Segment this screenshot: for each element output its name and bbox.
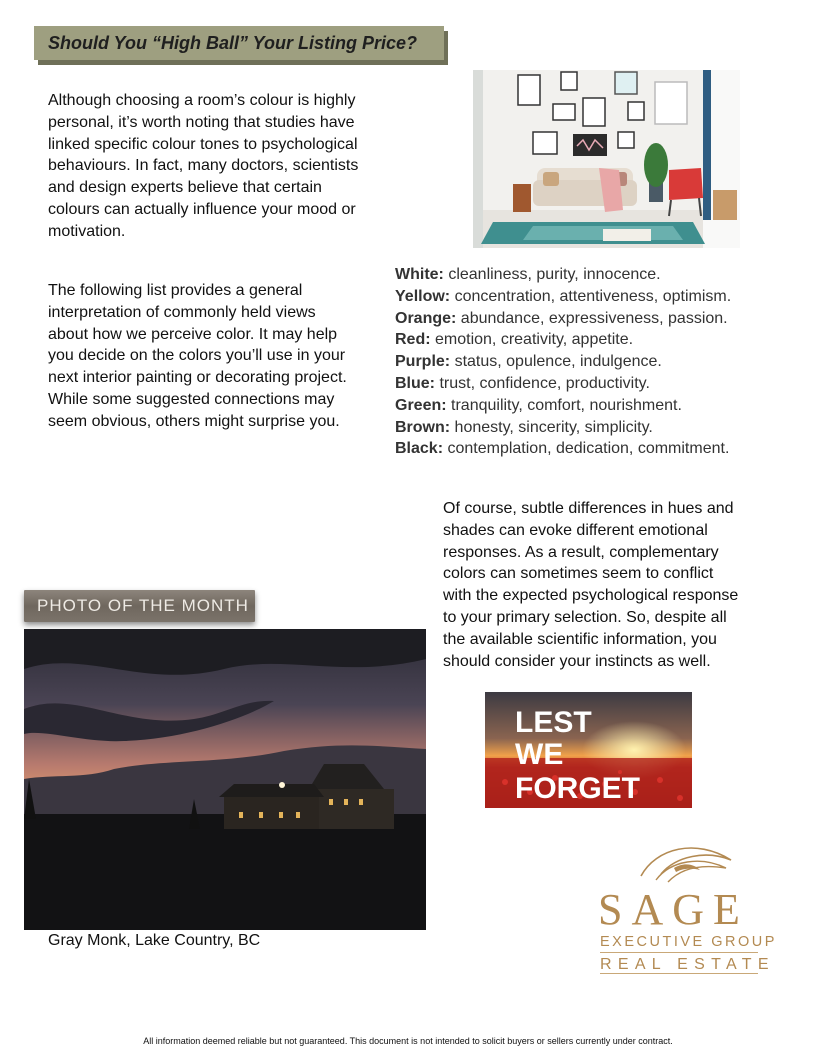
color-name: Purple: (395, 353, 451, 371)
closing-line: to your primary selection. So, despite all (443, 608, 727, 626)
lest-we-forget-image (485, 692, 692, 808)
list-intro-line: next interior painting or decorating project. (48, 369, 347, 387)
color-name: Red: (395, 331, 431, 349)
color-meaning-item (395, 286, 795, 308)
color-meaning: trust, confidence, productivity. (435, 374, 650, 392)
color-meaning-item (395, 438, 795, 460)
photo-of-month-text: PHOTO OF THE MONTH (37, 596, 249, 615)
intro-line: behaviours. In fact, many doctors, scientists (48, 157, 359, 175)
logo-line-2: REAL ESTATE (600, 956, 775, 973)
lest-word: LEST (515, 706, 592, 739)
footer-disclaimer: All information deemed reliable but not guaranteed. This document is not intended to solicit buyers or sellers currently under contract. (143, 1036, 673, 1046)
list-intro-line: seem obvious, others might surprise you. (48, 412, 340, 430)
closing-paragraph (443, 498, 788, 672)
color-meaning-item (395, 373, 795, 395)
list-intro-line: interpretation of commonly held views (48, 303, 316, 321)
color-meaning-item (395, 351, 795, 373)
color-name: White: (395, 266, 444, 283)
color-meaning: contemplation, dedication, commitment. (443, 440, 730, 458)
color-meaning-item (395, 329, 795, 351)
intro-line: and design experts believe that certain (48, 179, 322, 197)
color-meaning: cleanliness, purity, innocence. (443, 266, 661, 283)
color-meaning: tranquility, comfort, nourishment. (446, 396, 682, 414)
color-meaning: honesty, sincerity, simplicity. (450, 418, 653, 436)
title-banner (34, 26, 444, 60)
color-meaning: concentration, attentiveness, optimism. (450, 287, 732, 305)
color-meaning-item (395, 417, 795, 439)
color-meaning: abundance, expressiveness, passion. (456, 309, 728, 327)
intro-line: Although choosing a room’s colour is highly (48, 92, 356, 109)
logo-name: SAGE (598, 885, 749, 934)
color-name: Yellow: (395, 287, 451, 305)
color-meaning: emotion, creativity, appetite. (430, 331, 634, 349)
sunset-photo (24, 629, 426, 930)
color-meaning-item (395, 308, 795, 330)
color-meaning: status, opulence, indulgence. (450, 353, 662, 371)
living-room-photo (473, 70, 740, 248)
list-intro-paragraph (48, 280, 388, 433)
color-meaning-item (395, 395, 795, 417)
logo-divider (600, 952, 758, 953)
list-intro-line: The following list provides a general (48, 282, 303, 299)
list-intro-line: While some suggested connections may (48, 390, 335, 408)
closing-line: shades can evoke different emotional (443, 521, 708, 539)
closing-line: responses. As a result, complementary (443, 543, 719, 561)
closing-line: with the expected psychological response (443, 587, 739, 605)
logo-divider (600, 973, 758, 974)
closing-line: should consider your instincts as well. (443, 652, 711, 670)
intro-line: personal, it’s worth noting that studies have (48, 113, 355, 131)
sage-leaf-icon (636, 838, 736, 888)
closing-line: colors can sometimes seem to conflict (443, 565, 714, 583)
intro-paragraph (48, 90, 388, 243)
photo-caption: Gray Monk, Lake Country, BC (48, 932, 261, 949)
we-word: WE (515, 738, 564, 771)
color-name: Green: (395, 396, 447, 414)
color-name: Brown: (395, 418, 451, 436)
color-name: Blue: (395, 374, 435, 392)
photo-of-month-label (24, 590, 255, 622)
list-intro-line: about how we perceive color. It may help (48, 325, 338, 343)
logo-line-1: EXECUTIVE GROUP (600, 934, 777, 950)
intro-line: motivation. (48, 222, 126, 240)
color-name: Black: (395, 440, 444, 458)
intro-line: linked specific colour tones to psychological (48, 135, 358, 153)
color-meanings-list (395, 264, 795, 460)
color-meaning-item (395, 264, 795, 286)
forget-word: FORGET (515, 772, 640, 805)
page-title: Should You “High Ball” Your Listing Price? (48, 33, 418, 53)
color-name: Orange: (395, 309, 457, 327)
list-intro-line: you decide on the colors you’ll use in your (48, 347, 346, 365)
closing-line: Of course, subtle differences in hues and (443, 500, 734, 517)
closing-line: the available scientific information, you (443, 630, 717, 648)
intro-line: colours can actually influence your mood or (48, 200, 356, 218)
